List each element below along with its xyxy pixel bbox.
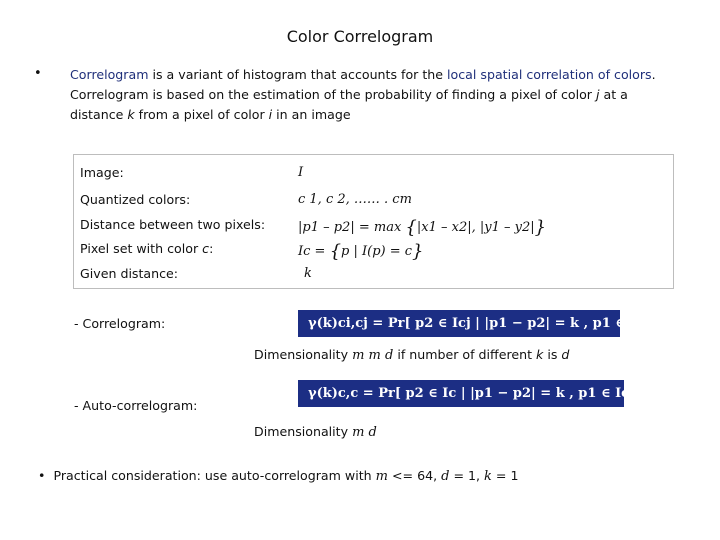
correlogram-label: - Correlogram: bbox=[74, 316, 166, 331]
correlogram-dimensionality: Dimensionality m m d if number of different k is d bbox=[254, 347, 570, 363]
practical-consideration: • Practical consideration: use auto-correlogram with m <= 64, d = 1, k = 1 bbox=[38, 468, 519, 484]
bullet-marker: • bbox=[34, 66, 42, 81]
autocorrelogram-label: - Auto-correlogram: bbox=[74, 398, 198, 413]
slide-title: Color Correlogram bbox=[286, 27, 434, 46]
autocorrelogram-formula: γ(k)c,c = Pr[ p2 ∈ Ic | |p1 − p2| = k , p1 ∈ Ic ] bbox=[298, 380, 624, 407]
definitions-box: Image: I Quantized colors: c 1, c 2, …… . cm Distance between two pixels: |p1 – p2| = max {|x1 – x2|, |y1 – y2|} Pixel set with color c: Ic = {p | I(p) = c} Given distance: k bbox=[73, 154, 674, 289]
autocorrelogram-dimensionality: Dimensionality m d bbox=[254, 424, 377, 440]
intro-paragraph: Correlogram is a variant of histogram that accounts for the local spatial correlation of colors. Correlogram is based on the estimation of the probability of finding a pixel of color j at a distance k from a pixel of color i in an image bbox=[70, 67, 656, 122]
term-correlogram: Correlogram bbox=[70, 67, 149, 82]
correlogram-formula: γ(k)ci,cj = Pr[ p2 ∈ Icj | |p1 − p2| = k , p1 ∈ Ici ] bbox=[298, 310, 620, 337]
highlight-phrase: local spatial correlation of colors bbox=[447, 67, 652, 82]
